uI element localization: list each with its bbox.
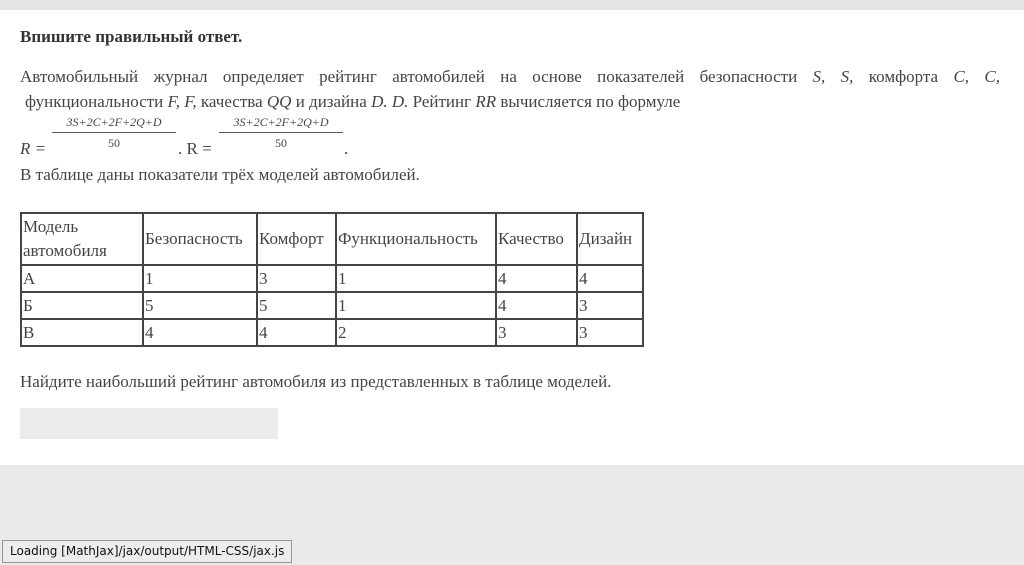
math-functionality: F, F, (167, 92, 197, 111)
top-bar (0, 0, 1024, 10)
header-model: Модель автомобиля (21, 213, 143, 265)
table-cell: 3 (257, 265, 336, 292)
table-cell: Б (21, 292, 143, 319)
table-row (21, 265, 643, 292)
table-cell: В (21, 319, 143, 346)
task-heading: Впишите правильный ответ. (20, 27, 243, 46)
table-intro: В таблице даны показатели трёх моделей автомобилей. (20, 165, 420, 184)
table-header-row (21, 213, 643, 265)
formula-denominator-duplicate: 50 (275, 136, 287, 150)
header-quality: Качество (496, 213, 577, 265)
table-cell: 2 (336, 319, 496, 346)
header-functionality: Функциональность (336, 213, 496, 265)
table-cell: 4 (496, 292, 577, 319)
table-cell: 3 (577, 319, 643, 346)
table-cell: А (21, 265, 143, 292)
formula-numerator: 3S+2C+2F+2Q+D (52, 115, 176, 133)
status-bar: Loading [MathJax]/jax/output/HTML-CSS/jax.js (2, 540, 292, 563)
table-cell: 1 (336, 292, 496, 319)
question-text: Найдите наибольший рейтинг автомобиля из представленных в таблице моделей. (20, 372, 612, 391)
answer-input[interactable] (20, 408, 278, 439)
formula-lhs: R = (20, 139, 47, 158)
math-comfort: C, C, (953, 67, 1001, 86)
table-cell: 3 (496, 319, 577, 346)
header-safety: Безопасность (143, 213, 257, 265)
table-cell: 4 (496, 265, 577, 292)
models-table (20, 212, 644, 347)
table-cell: 4 (577, 265, 643, 292)
formula-separator: . R = (178, 139, 212, 158)
table-cell: 5 (143, 292, 257, 319)
header-design: Дизайн (577, 213, 643, 265)
task-intro-line1: Автомобильный журнал определяет рейтинг автомобилей на основе показателей безопасности S, S, комфорта C, C, (20, 67, 1001, 86)
formula-denominator: 50 (108, 136, 120, 150)
formula-numerator-duplicate: 3S+2C+2F+2Q+D (219, 115, 343, 133)
table-row (21, 292, 643, 319)
math-safety: S, S, (812, 67, 854, 86)
math-rating: RR (475, 92, 497, 111)
formula-end: . (344, 139, 349, 158)
table-cell: 5 (257, 292, 336, 319)
table-cell: 4 (143, 319, 257, 346)
header-comfort: Комфорт (257, 213, 336, 265)
math-design: D. D. (371, 92, 409, 111)
table-cell: 4 (257, 319, 336, 346)
task-intro-line2: функциональности F, F, качества QQ и дизайна D. D. Рейтинг RR вычисляется по формуле (25, 92, 681, 111)
table-cell: 1 (143, 265, 257, 292)
table-cell: 3 (577, 292, 643, 319)
math-quality: QQ (266, 92, 292, 111)
table-row (21, 319, 643, 346)
table-cell: 1 (336, 265, 496, 292)
